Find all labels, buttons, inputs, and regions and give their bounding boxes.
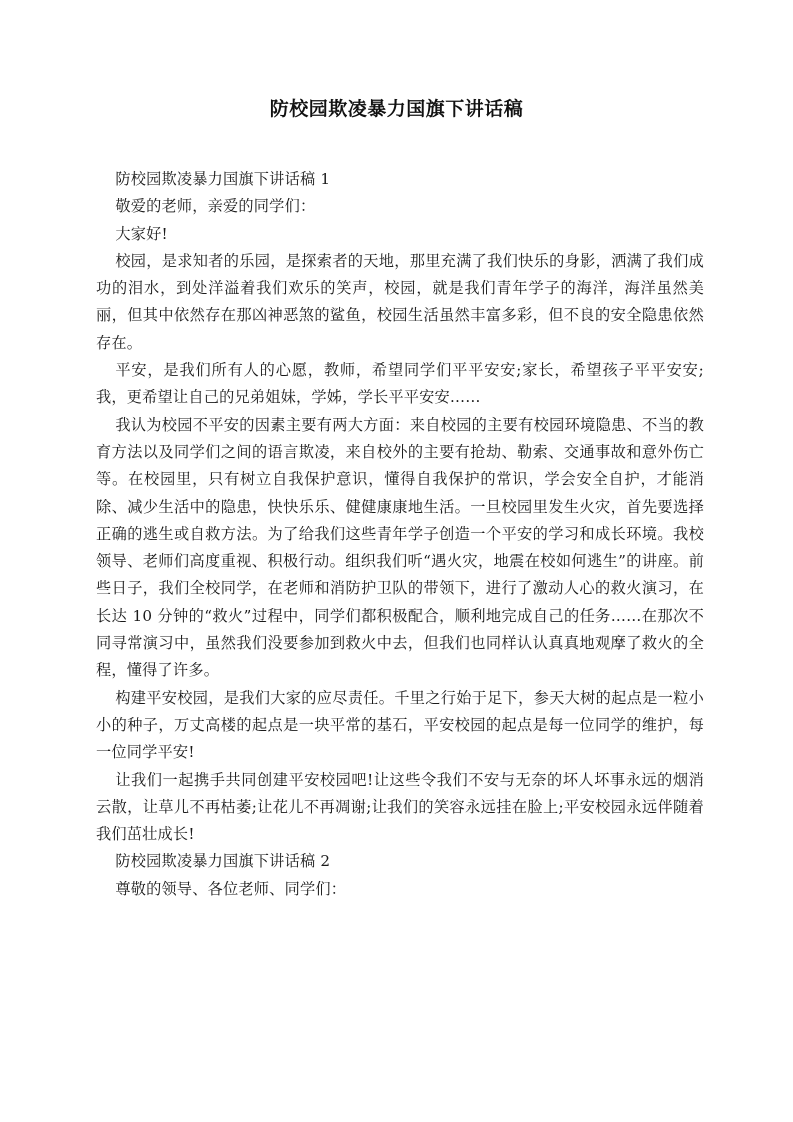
paragraph: 让我们一起携手共同创建平安校园吧!让这些令我们不安与无奈的坏人坏事永远的烟消云散，让草儿不再枯萎;让花儿不再凋谢;让我们的笑容永远挂在脸上;平安校园永远伴随着我们茁壮成长! (96, 770, 704, 844)
paragraph: 构建平安校园，是我们大家的应尽责任。千里之行始于足下，参天大树的起点是一粒小小的种子，万丈高楼的起点是一块平常的基石，平安校园的起点是每一位同学的维护，每一位同学平安! (96, 688, 704, 762)
document-title: 防校园欺凌暴力国旗下讲话稿 (269, 98, 524, 120)
greeting: 大家好! (115, 224, 168, 243)
section-heading-1: 防校园欺凌暴力国旗下讲话稿 1 (115, 170, 331, 188)
section-heading-2: 防校园欺凌暴力国旗下讲话稿 2 (115, 852, 331, 871)
paragraph: 我认为校园不平安的因素主要有两大方面：来自校园的主要有校园环境隐患、不当的教育方法以及同学们之间的语言欺凌，来自校外的主要有抢劫、勒索、交通事故和意外伤亡等。在校园里，只有树立自我保护意识，懂得自我保护的常识，学会安全自护，才能消除、减少生活中的隐患，快快乐乐、健健康康地生活。一旦校园里发生火灾，首先要选择正确的逃生或自救方法。为了给我们这些青年学子创造一个平安的学习和成长环境。我校领导、老师们高度重视、积极行动。组织我们听“遇火灾，地震在校如何逃生”的讲座。前些日子，我们全校同学，在老师和消防护卫队的带领下，进行了激动人心的救火演习，在长达 10 分钟的“救火”过程中，同学们都积极配合，顺利地完成自己的任务……在那次不同寻常演习中，虽然我们没要参加到救火中去，但我们也同样认认真真地观摩了救火的全程，懂得了许多。 (96, 415, 704, 680)
document-body (96, 166, 704, 903)
salutation: 敬爱的老师，亲爱的同学们： (115, 197, 316, 216)
salutation: 尊敬的领导、各位老师、同学们： (115, 879, 347, 898)
paragraph: 平安，是我们所有人的心愿，教师，希望同学们平平安安;家长，希望孩子平平安安;我，更希望让自己的兄弟姐妹，学姊，学长平平安安…… (96, 361, 704, 407)
paragraph: 校园，是求知者的乐园，是探索者的天地，那里充满了我们快乐的身影，洒满了我们成功的泪水，到处洋溢着我们欢乐的笑声，校园，就是我们青年学子的海洋，海洋虽然美丽，但其中依然存在那凶神恶煞的鲨鱼，校园生活虽然丰富多彩，但不良的安全隐患依然存在。 (96, 251, 704, 352)
